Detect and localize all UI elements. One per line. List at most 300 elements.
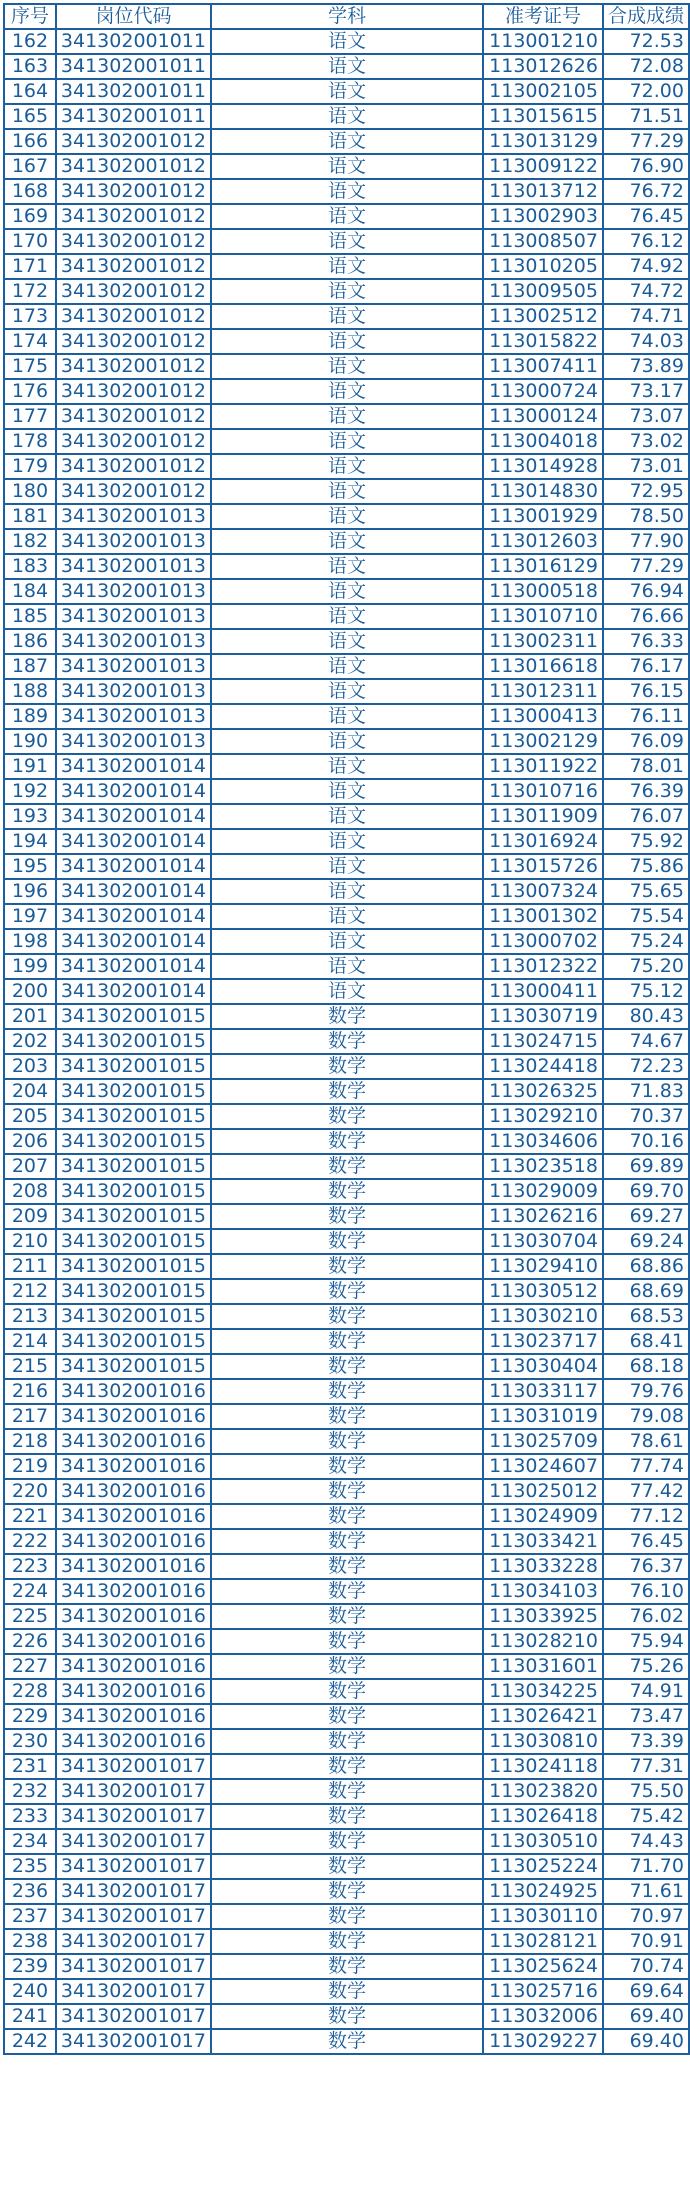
serial-no-cell: 237: [4, 1904, 56, 1929]
subject-cell: 语文: [211, 379, 483, 404]
position-code-cell: 341302001012: [56, 154, 211, 179]
serial-no-cell: 190: [4, 729, 56, 754]
admission-no-cell: 113008507: [483, 229, 603, 254]
subject-cell: 数学: [211, 1154, 483, 1179]
subject-cell: 语文: [211, 304, 483, 329]
table-row: [4, 29, 689, 54]
admission-no-cell: 113002903: [483, 204, 603, 229]
composite-score-cell: 68.41: [603, 1329, 689, 1354]
subject-cell: 数学: [211, 1804, 483, 1829]
position-code-cell: 341302001015: [56, 1029, 211, 1054]
serial-no-cell: 204: [4, 1079, 56, 1104]
subject-cell: 语文: [211, 604, 483, 629]
admission-no-cell: 113014830: [483, 479, 603, 504]
subject-cell: 数学: [211, 1429, 483, 1454]
position-code-cell: 341302001015: [56, 1354, 211, 1379]
admission-no-cell: 113013129: [483, 129, 603, 154]
position-code-cell: 341302001012: [56, 179, 211, 204]
subject-cell: 语文: [211, 329, 483, 354]
position-code-cell: 341302001013: [56, 604, 211, 629]
composite-score-cell: 78.50: [603, 504, 689, 529]
position-code-cell: 341302001012: [56, 279, 211, 304]
serial-no-cell: 193: [4, 804, 56, 829]
serial-no-cell: 214: [4, 1329, 56, 1354]
subject-cell: 数学: [211, 1679, 483, 1704]
subject-cell: 语文: [211, 879, 483, 904]
subject-cell: 语文: [211, 829, 483, 854]
position-code-cell: 341302001012: [56, 354, 211, 379]
composite-score-cell: 69.40: [603, 2029, 689, 2054]
composite-score-cell: 72.95: [603, 479, 689, 504]
admission-no-cell: 113025716: [483, 1979, 603, 2004]
composite-score-cell: 68.86: [603, 1254, 689, 1279]
serial-no-cell: 189: [4, 704, 56, 729]
composite-score-cell: 76.33: [603, 629, 689, 654]
table-row: [4, 929, 689, 954]
composite-score-cell: 74.91: [603, 1679, 689, 1704]
subject-cell: 数学: [211, 1654, 483, 1679]
admission-no-cell: 113025624: [483, 1954, 603, 1979]
serial-no-cell: 226: [4, 1629, 56, 1654]
composite-score-cell: 76.07: [603, 804, 689, 829]
admission-no-cell: 113029227: [483, 2029, 603, 2054]
subject-cell: 语文: [211, 79, 483, 104]
table-row: [4, 629, 689, 654]
table-row: [4, 1354, 689, 1379]
admission-no-cell: 113015726: [483, 854, 603, 879]
composite-score-cell: 76.39: [603, 779, 689, 804]
table-row: [4, 804, 689, 829]
table-row: [4, 1429, 689, 1454]
subject-cell: 数学: [211, 1379, 483, 1404]
serial-no-cell: 187: [4, 654, 56, 679]
table-row: [4, 454, 689, 479]
table-row: [4, 1229, 689, 1254]
serial-no-cell: 178: [4, 429, 56, 454]
serial-no-cell: 224: [4, 1579, 56, 1604]
position-code-cell: 341302001017: [56, 1779, 211, 1804]
composite-score-cell: 79.76: [603, 1379, 689, 1404]
table-row: [4, 554, 689, 579]
table-row: [4, 1904, 689, 1929]
serial-no-cell: 164: [4, 79, 56, 104]
admission-no-cell: 113029410: [483, 1254, 603, 1279]
composite-score-cell: 70.16: [603, 1129, 689, 1154]
serial-no-cell: 166: [4, 129, 56, 154]
serial-no-cell: 196: [4, 879, 56, 904]
admission-no-cell: 113000411: [483, 979, 603, 1004]
composite-score-cell: 70.97: [603, 1904, 689, 1929]
table-row: [4, 1004, 689, 1029]
serial-no-cell: 191: [4, 754, 56, 779]
serial-no-cell: 171: [4, 254, 56, 279]
subject-cell: 数学: [211, 2029, 483, 2054]
table-row: [4, 679, 689, 704]
table-row: [4, 1929, 689, 1954]
table-row: [4, 354, 689, 379]
subject-cell: 语文: [211, 129, 483, 154]
admission-no-cell: 113012626: [483, 54, 603, 79]
serial-no-cell: 183: [4, 554, 56, 579]
composite-score-cell: 75.24: [603, 929, 689, 954]
position-code-cell: 341302001016: [56, 1654, 211, 1679]
composite-score-cell: 74.43: [603, 1829, 689, 1854]
subject-cell: 语文: [211, 654, 483, 679]
serial-no-cell: 218: [4, 1429, 56, 1454]
serial-no-cell: 241: [4, 2004, 56, 2029]
subject-cell: 数学: [211, 1104, 483, 1129]
table-row: [4, 1679, 689, 1704]
composite-score-cell: 71.61: [603, 1879, 689, 1904]
position-code-cell: 341302001012: [56, 229, 211, 254]
subject-cell: 语文: [211, 754, 483, 779]
header-admission-no: 准考证号: [483, 4, 603, 29]
admission-no-cell: 113012322: [483, 954, 603, 979]
admission-no-cell: 113030510: [483, 1829, 603, 1854]
composite-score-cell: 73.17: [603, 379, 689, 404]
admission-no-cell: 113004018: [483, 429, 603, 454]
position-code-cell: 341302001012: [56, 429, 211, 454]
table-row: [4, 754, 689, 779]
position-code-cell: 341302001016: [56, 1679, 211, 1704]
admission-no-cell: 113000724: [483, 379, 603, 404]
table-row: [4, 1079, 689, 1104]
position-code-cell: 341302001016: [56, 1429, 211, 1454]
serial-no-cell: 201: [4, 1004, 56, 1029]
table-row: [4, 1154, 689, 1179]
admission-no-cell: 113000702: [483, 929, 603, 954]
serial-no-cell: 163: [4, 54, 56, 79]
composite-score-cell: 69.70: [603, 1179, 689, 1204]
position-code-cell: 341302001015: [56, 1329, 211, 1354]
admission-no-cell: 113033228: [483, 1554, 603, 1579]
composite-score-cell: 68.69: [603, 1279, 689, 1304]
admission-no-cell: 113030512: [483, 1279, 603, 1304]
table-row: [4, 329, 689, 354]
composite-score-cell: 76.94: [603, 579, 689, 604]
composite-score-cell: 77.29: [603, 129, 689, 154]
subject-cell: 语文: [211, 154, 483, 179]
serial-no-cell: 181: [4, 504, 56, 529]
subject-cell: 语文: [211, 179, 483, 204]
table-row: [4, 1254, 689, 1279]
composite-score-cell: 76.72: [603, 179, 689, 204]
table-row: [4, 1404, 689, 1429]
position-code-cell: 341302001017: [56, 2004, 211, 2029]
composite-score-cell: 76.37: [603, 1554, 689, 1579]
position-code-cell: 341302001013: [56, 729, 211, 754]
subject-cell: 语文: [211, 204, 483, 229]
position-code-cell: 341302001012: [56, 479, 211, 504]
admission-no-cell: 113028210: [483, 1629, 603, 1654]
admission-no-cell: 113010716: [483, 779, 603, 804]
admission-no-cell: 113023518: [483, 1154, 603, 1179]
serial-no-cell: 184: [4, 579, 56, 604]
table-row: [4, 1629, 689, 1654]
serial-no-cell: 219: [4, 1454, 56, 1479]
position-code-cell: 341302001017: [56, 1754, 211, 1779]
position-code-cell: 341302001011: [56, 79, 211, 104]
serial-no-cell: 223: [4, 1554, 56, 1579]
composite-score-cell: 70.91: [603, 1929, 689, 1954]
position-code-cell: 341302001013: [56, 579, 211, 604]
composite-score-cell: 73.07: [603, 404, 689, 429]
serial-no-cell: 180: [4, 479, 56, 504]
composite-score-cell: 75.20: [603, 954, 689, 979]
position-code-cell: 341302001015: [56, 1204, 211, 1229]
admission-no-cell: 113002129: [483, 729, 603, 754]
admission-no-cell: 113002105: [483, 79, 603, 104]
table-row: [4, 954, 689, 979]
serial-no-cell: 227: [4, 1654, 56, 1679]
position-code-cell: 341302001012: [56, 404, 211, 429]
position-code-cell: 341302001015: [56, 1079, 211, 1104]
admission-no-cell: 113009122: [483, 154, 603, 179]
position-code-cell: 341302001016: [56, 1379, 211, 1404]
composite-score-cell: 74.72: [603, 279, 689, 304]
serial-no-cell: 195: [4, 854, 56, 879]
table-row: [4, 1554, 689, 1579]
subject-cell: 数学: [211, 1929, 483, 1954]
table-row: [4, 1854, 689, 1879]
subject-cell: 数学: [211, 1954, 483, 1979]
subject-cell: 数学: [211, 1254, 483, 1279]
position-code-cell: 341302001017: [56, 1854, 211, 1879]
serial-no-cell: 235: [4, 1854, 56, 1879]
serial-no-cell: 232: [4, 1779, 56, 1804]
subject-cell: 语文: [211, 554, 483, 579]
subject-cell: 数学: [211, 1279, 483, 1304]
admission-no-cell: 113002311: [483, 629, 603, 654]
subject-cell: 数学: [211, 1329, 483, 1354]
subject-cell: 数学: [211, 1204, 483, 1229]
serial-no-cell: 170: [4, 229, 56, 254]
table-row: [4, 129, 689, 154]
position-code-cell: 341302001014: [56, 854, 211, 879]
serial-no-cell: 174: [4, 329, 56, 354]
table-row: [4, 1329, 689, 1354]
subject-cell: 语文: [211, 104, 483, 129]
position-code-cell: 341302001011: [56, 54, 211, 79]
table-row: [4, 304, 689, 329]
table-row: [4, 254, 689, 279]
subject-cell: 语文: [211, 279, 483, 304]
admission-no-cell: 113032006: [483, 2004, 603, 2029]
position-code-cell: 341302001011: [56, 104, 211, 129]
subject-cell: 数学: [211, 1129, 483, 1154]
table-row: [4, 854, 689, 879]
table-row: [4, 1579, 689, 1604]
composite-score-cell: 74.03: [603, 329, 689, 354]
admission-no-cell: 113002512: [483, 304, 603, 329]
score-table: [3, 3, 690, 2055]
admission-no-cell: 113016618: [483, 654, 603, 679]
admission-no-cell: 113025012: [483, 1479, 603, 1504]
position-code-cell: 341302001015: [56, 1304, 211, 1329]
composite-score-cell: 71.51: [603, 104, 689, 129]
position-code-cell: 341302001012: [56, 254, 211, 279]
composite-score-cell: 68.53: [603, 1304, 689, 1329]
position-code-cell: 341302001017: [56, 1904, 211, 1929]
admission-no-cell: 113024909: [483, 1504, 603, 1529]
composite-score-cell: 76.45: [603, 204, 689, 229]
subject-cell: 数学: [211, 1979, 483, 2004]
composite-score-cell: 69.40: [603, 2004, 689, 2029]
admission-no-cell: 113007324: [483, 879, 603, 904]
composite-score-cell: 79.08: [603, 1404, 689, 1429]
table-row: [4, 1804, 689, 1829]
serial-no-cell: 220: [4, 1479, 56, 1504]
admission-no-cell: 113001929: [483, 504, 603, 529]
admission-no-cell: 113013712: [483, 179, 603, 204]
composite-score-cell: 73.01: [603, 454, 689, 479]
subject-cell: 数学: [211, 1704, 483, 1729]
subject-cell: 数学: [211, 1629, 483, 1654]
table-row: [4, 604, 689, 629]
serial-no-cell: 169: [4, 204, 56, 229]
subject-cell: 数学: [211, 1579, 483, 1604]
position-code-cell: 341302001015: [56, 1279, 211, 1304]
composite-score-cell: 72.08: [603, 54, 689, 79]
subject-cell: 数学: [211, 1079, 483, 1104]
serial-no-cell: 240: [4, 1979, 56, 2004]
serial-no-cell: 210: [4, 1229, 56, 1254]
composite-score-cell: 69.64: [603, 1979, 689, 2004]
composite-score-cell: 77.42: [603, 1479, 689, 1504]
table-row: [4, 529, 689, 554]
table-row: [4, 479, 689, 504]
composite-score-cell: 77.74: [603, 1454, 689, 1479]
subject-cell: 数学: [211, 1729, 483, 1754]
admission-no-cell: 113030704: [483, 1229, 603, 1254]
table-row: [4, 1054, 689, 1079]
position-code-cell: 341302001015: [56, 1004, 211, 1029]
table-row: [4, 1879, 689, 1904]
position-code-cell: 341302001017: [56, 1929, 211, 1954]
table-row: [4, 79, 689, 104]
subject-cell: 语文: [211, 979, 483, 1004]
composite-score-cell: 71.70: [603, 1854, 689, 1879]
composite-score-cell: 75.65: [603, 879, 689, 904]
admission-no-cell: 113033117: [483, 1379, 603, 1404]
serial-no-cell: 202: [4, 1029, 56, 1054]
subject-cell: 语文: [211, 579, 483, 604]
admission-no-cell: 113015822: [483, 329, 603, 354]
position-code-cell: 341302001016: [56, 1404, 211, 1429]
table-row: [4, 1654, 689, 1679]
position-code-cell: 341302001015: [56, 1154, 211, 1179]
composite-score-cell: 75.54: [603, 904, 689, 929]
table-row: [4, 204, 689, 229]
subject-cell: 数学: [211, 1854, 483, 1879]
table-row: [4, 979, 689, 1004]
serial-no-cell: 192: [4, 779, 56, 804]
table-row: [4, 429, 689, 454]
table-row: [4, 1754, 689, 1779]
subject-cell: 语文: [211, 904, 483, 929]
position-code-cell: 341302001015: [56, 1179, 211, 1204]
position-code-cell: 341302001014: [56, 979, 211, 1004]
admission-no-cell: 113030110: [483, 1904, 603, 1929]
composite-score-cell: 75.94: [603, 1629, 689, 1654]
subject-cell: 语文: [211, 679, 483, 704]
position-code-cell: 341302001012: [56, 129, 211, 154]
subject-cell: 数学: [211, 1179, 483, 1204]
serial-no-cell: 217: [4, 1404, 56, 1429]
subject-cell: 数学: [211, 1779, 483, 1804]
position-code-cell: 341302001017: [56, 1879, 211, 1904]
subject-cell: 数学: [211, 1504, 483, 1529]
subject-cell: 语文: [211, 804, 483, 829]
admission-no-cell: 113030810: [483, 1729, 603, 1754]
admission-no-cell: 113029009: [483, 1179, 603, 1204]
table-row: [4, 1454, 689, 1479]
admission-no-cell: 113014928: [483, 454, 603, 479]
subject-cell: 语文: [211, 704, 483, 729]
subject-cell: 数学: [211, 1229, 483, 1254]
composite-score-cell: 76.10: [603, 1579, 689, 1604]
subject-cell: 数学: [211, 1304, 483, 1329]
admission-no-cell: 113033925: [483, 1604, 603, 1629]
position-code-cell: 341302001015: [56, 1254, 211, 1279]
subject-cell: 数学: [211, 1879, 483, 1904]
composite-score-cell: 77.12: [603, 1504, 689, 1529]
admission-no-cell: 113024118: [483, 1754, 603, 1779]
subject-cell: 数学: [211, 1604, 483, 1629]
table-row: [4, 729, 689, 754]
composite-score-cell: 76.09: [603, 729, 689, 754]
table-row: [4, 779, 689, 804]
position-code-cell: 341302001015: [56, 1054, 211, 1079]
header-position-code: 岗位代码: [56, 4, 211, 29]
composite-score-cell: 76.12: [603, 229, 689, 254]
admission-no-cell: 113031601: [483, 1654, 603, 1679]
composite-score-cell: 75.50: [603, 1779, 689, 1804]
table-row: [4, 1204, 689, 1229]
position-code-cell: 341302001017: [56, 1829, 211, 1854]
serial-no-cell: 167: [4, 154, 56, 179]
table-row: [4, 1954, 689, 1979]
table-row: [4, 54, 689, 79]
subject-cell: 语文: [211, 54, 483, 79]
position-code-cell: 341302001013: [56, 629, 211, 654]
subject-cell: 语文: [211, 779, 483, 804]
serial-no-cell: 238: [4, 1929, 56, 1954]
subject-cell: 语文: [211, 954, 483, 979]
admission-no-cell: 113026216: [483, 1204, 603, 1229]
admission-no-cell: 113000413: [483, 704, 603, 729]
serial-no-cell: 231: [4, 1754, 56, 1779]
admission-no-cell: 113012311: [483, 679, 603, 704]
position-code-cell: 341302001016: [56, 1529, 211, 1554]
position-code-cell: 341302001016: [56, 1479, 211, 1504]
composite-score-cell: 74.71: [603, 304, 689, 329]
admission-no-cell: 113010205: [483, 254, 603, 279]
subject-cell: 语文: [211, 404, 483, 429]
subject-cell: 语文: [211, 729, 483, 754]
table-row: [4, 654, 689, 679]
admission-no-cell: 113000518: [483, 579, 603, 604]
serial-no-cell: 239: [4, 1954, 56, 1979]
serial-no-cell: 186: [4, 629, 56, 654]
serial-no-cell: 205: [4, 1104, 56, 1129]
admission-no-cell: 113034606: [483, 1129, 603, 1154]
admission-no-cell: 113024607: [483, 1454, 603, 1479]
table-row: [4, 1504, 689, 1529]
serial-no-cell: 209: [4, 1204, 56, 1229]
serial-no-cell: 168: [4, 179, 56, 204]
composite-score-cell: 76.90: [603, 154, 689, 179]
